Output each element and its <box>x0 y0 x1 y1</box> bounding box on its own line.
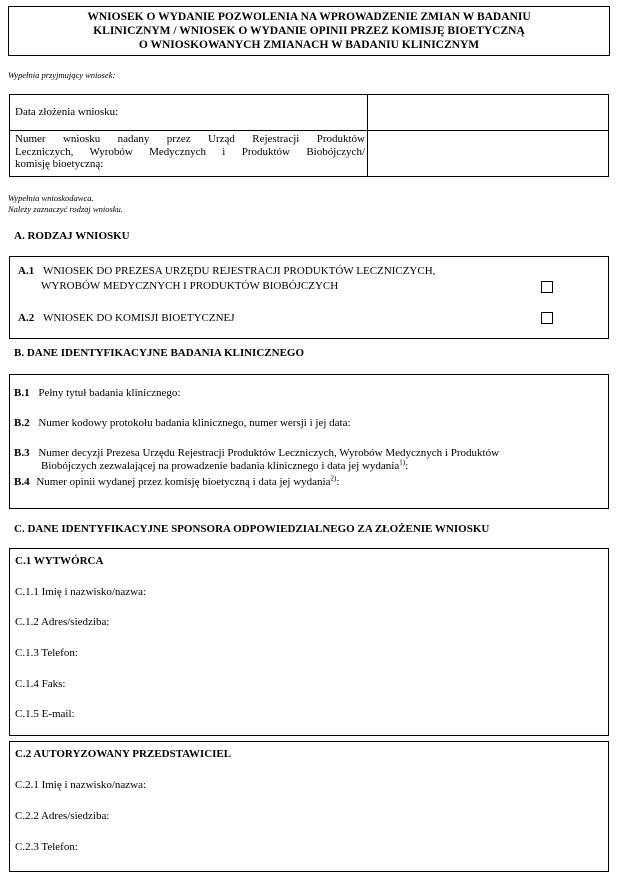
submission-date-field[interactable] <box>368 95 608 130</box>
c1-fax-field[interactable]: C.1.4 Faks: <box>15 678 66 690</box>
b4-colon: : <box>336 476 340 488</box>
c2-name-field[interactable]: C.2.1 Imię i nazwisko/nazwa: <box>15 779 147 791</box>
applicant-note-1: Wypełnia wnioskodawca. <box>8 193 94 203</box>
form-title-box <box>8 6 610 56</box>
section-c2-box <box>9 741 609 872</box>
form-title-line-2: KLINICZNYM / WNIOSEK O WYDANIE OPINII PRZEZ KOMISJĘ BIOETYCZNĄ <box>93 25 525 37</box>
section-b-heading: B. DANE IDENTYFIKACYJNE BADANIA KLINICZNEGO <box>14 347 305 359</box>
b3-colon: : <box>405 460 409 472</box>
c1-email-field[interactable]: C.1.5 E-mail: <box>15 708 75 720</box>
section-c-heading: C. DANE IDENTYFIKACYJNE SPONSORA ODPOWIEDZIALNEGO ZA ZŁOŻENIE WNIOSKU <box>14 523 490 535</box>
a2-checkbox[interactable] <box>541 312 553 324</box>
form-title-line-1: WNIOSEK O WYDANIE POZWOLENIA NA WPROWADZENIE ZMIAN W BADANIU <box>87 11 531 23</box>
a1-label: A.1 <box>18 265 35 277</box>
b4-text: Numer opinii wydanej przez komisję bioetyczną i data jej wydania <box>36 476 331 488</box>
section-c1-box <box>9 548 609 736</box>
b3-text-line-2: Biobójczych zezwalającej na prowadzenie badania klinicznego i data jej wydania <box>41 460 400 472</box>
c1-phone-field[interactable]: C.1.3 Telefon: <box>15 647 78 659</box>
b2-text: Numer kodowy protokołu badania klinicznego, numer wersji i jej data: <box>38 417 351 429</box>
section-b-box <box>9 374 609 509</box>
b3-label: B.3 <box>14 447 30 459</box>
application-number-field[interactable] <box>368 131 608 177</box>
a1-text-line-2: WYROBÓW MEDYCZNYCH I PRODUKTÓW BIOBÓJCZYCH <box>41 280 339 292</box>
submission-date-label: Data złożenia wniosku: <box>15 106 119 118</box>
application-number-label-line: Numer wniosku nadany przez Urząd Rejestracji Produktów <box>15 133 365 145</box>
section-a-heading: A. RODZAJ WNIOSKU <box>14 230 130 242</box>
a2-label: A.2 <box>18 312 35 324</box>
c2-phone-field[interactable]: C.2.3 Telefon: <box>15 841 78 853</box>
a1-text-line-1: WNIOSEK DO PREZESA URZĘDU REJESTRACJI PRODUKTÓW LECZNICZYCH, <box>42 265 436 277</box>
a1-checkbox[interactable] <box>541 281 553 293</box>
b4-label: B.4 <box>14 476 30 488</box>
c1-address-field[interactable]: C.1.2 Adres/siedziba: <box>15 616 110 628</box>
receiver-table <box>9 94 609 177</box>
receiver-note: Wypełnia przyjmujący wniosek: <box>8 70 116 80</box>
b4-footnote-ref: 2) <box>330 474 337 483</box>
c2-heading: C.2 AUTORYZOWANY PRZEDSTAWICIEL <box>15 748 232 760</box>
b1-label: B.1 <box>14 387 30 399</box>
applicant-note-2: Należy zaznaczyć rodzaj wniosku. <box>8 204 123 214</box>
b1-text: Pełny tytuł badania klinicznego: <box>38 387 181 399</box>
c1-heading: C.1 WYTWÓRCA <box>15 555 104 567</box>
b3-text-line-1: Numer decyzji Prezesa Urzędu Rejestracji Produktów Leczniczych, Wyrobów Medycznych i Produktów <box>38 447 500 459</box>
b2-label: B.2 <box>14 417 30 429</box>
a2-text: WNIOSEK DO KOMISJI BIOETYCZNEJ <box>42 312 235 324</box>
c2-address-field[interactable]: C.2.2 Adres/siedziba: <box>15 810 110 822</box>
b3-footnote-ref: 1) <box>399 458 406 467</box>
c1-name-field[interactable]: C.1.1 Imię i nazwisko/nazwa: <box>15 586 147 598</box>
section-a-box <box>9 256 609 339</box>
application-number-label-line: komisję bioetyczną: <box>15 158 104 170</box>
form-title-line-3: O WNIOSKOWANYCH ZMIANACH W BADANIU KLINICZNYM <box>138 39 480 51</box>
application-number-label-line: Leczniczych, Wyrobów Medycznych i Produktów Biobójczych/ <box>15 145 365 158</box>
application-number-label <box>15 133 365 171</box>
